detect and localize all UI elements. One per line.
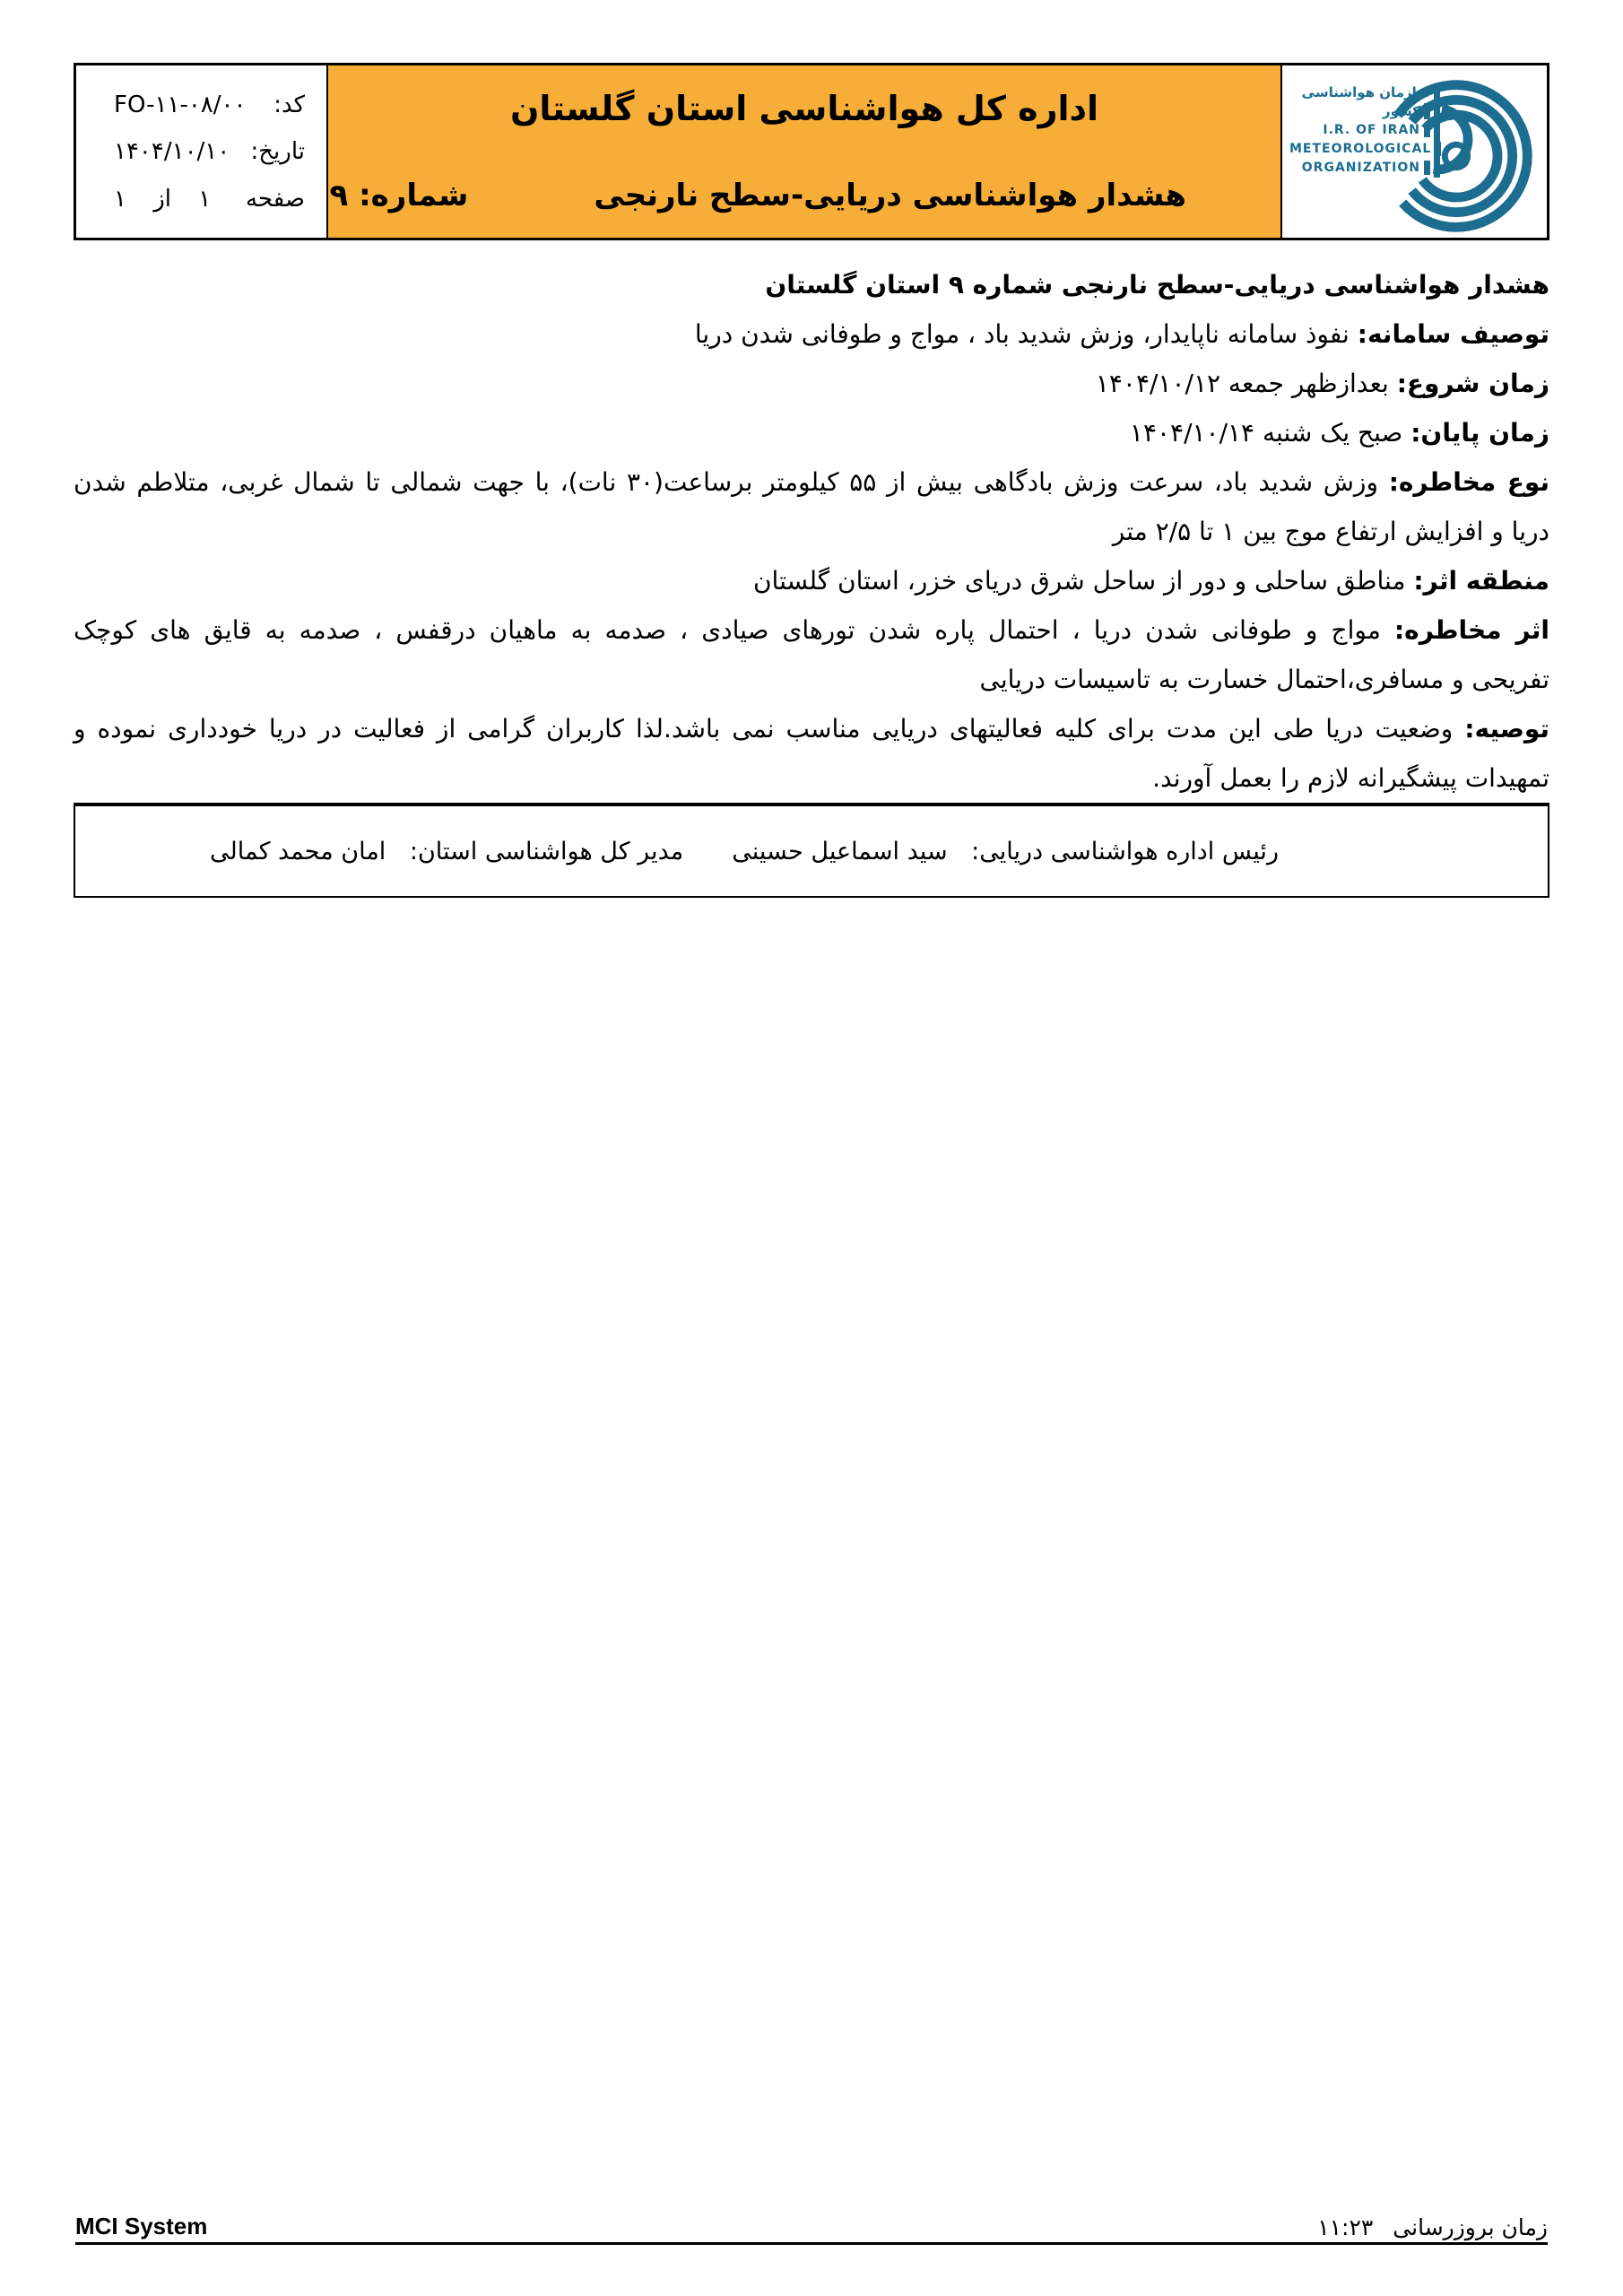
hazard-effect-label: اثر مخاطره: (1393, 615, 1550, 645)
director-general-label: مدیر کل هواشناسی استان: (409, 837, 684, 865)
hazard-type-label: نوع مخاطره: (1388, 467, 1549, 497)
marine-office-head-label: رئیس اداره هواشناسی دریایی: (971, 837, 1279, 865)
start-time-label: زمان شروع: (1396, 369, 1549, 398)
meta-page-row (76, 186, 326, 213)
director-general-name: امان محمد کمالی (210, 837, 386, 865)
recommendation-label: توصیه: (1464, 714, 1549, 744)
director-general-signature (210, 838, 683, 865)
date-value: ۱۴۰۴/۱۰/۱۰ (114, 138, 230, 165)
warning-body (74, 260, 1549, 803)
logo-org-name-en3: ORGANIZATION (1302, 161, 1430, 175)
logo-text-block (1289, 83, 1440, 178)
warning-title: هشدار هواشناسی دریایی-سطح نارنجی (594, 178, 1186, 213)
update-time-value: ۱۱:۲۳ (1317, 2214, 1374, 2240)
page-label: صفحه (246, 185, 305, 213)
logo-org-name-en1: I.R. OF IRAN (1323, 123, 1430, 137)
code-value: FO-۱۱-۰۸/۰۰ (114, 91, 247, 118)
banner-cell (328, 65, 1282, 238)
footer-system-name: MCI System (75, 2213, 208, 2239)
meta-date-row (76, 138, 326, 165)
org-title: اداره کل هواشناسی استان گلستان (509, 89, 1099, 128)
hazard-effect-line-2: تفریحی و مسافری،احتمال خسارت به تاسیسات دریایی (979, 665, 1549, 694)
page-value: ۱ از ۱ (114, 185, 212, 213)
logo-cell (1282, 65, 1547, 238)
meta-code-row (76, 91, 326, 118)
signature-box (74, 803, 1549, 898)
system-description-line: توصیف سامانه: نفوذ سامانه ناپایدار، وزش شدید باد ، مواج و طوفانی شدن دریا (694, 319, 1549, 349)
affected-area-line: منطقه اثر: مناطق ساحلی و دور از ساحل شرق دریای خزر، استان گلستان (752, 566, 1549, 596)
end-time-line: زمان پایان: صبح یک شنبه ۱۴۰۴/۱۰/۱۴ (1129, 418, 1549, 448)
logo-org-name-en2: METEOROLOGICAL (1289, 142, 1441, 156)
start-time-line: زمان شروع: بعدازظهر جمعه ۱۴۰۴/۱۰/۱۲ (1095, 369, 1549, 398)
footer-update-time (1317, 2214, 1548, 2240)
marine-office-head-signature (732, 838, 1279, 865)
footer (75, 2208, 1548, 2240)
hazard-effect-line-1: اثر مخاطره: مواج و طوفانی شدن دریا ، احتمال پاره شدن تورهای صیادی ، صدمه به ماهیان درقفس ، صدمه به قایق های کوچک (74, 615, 1550, 645)
banner-subtitle-row (328, 175, 1280, 216)
affected-area-label: منطقه اثر: (1413, 566, 1549, 596)
date-label: تاریخ: (250, 138, 305, 165)
warning-body-title: هشدار هواشناسی دریایی-سطح نارنجی شماره ۹ استان گلستان (765, 270, 1549, 300)
logo-org-name-fa: سازمان هواشناسی کشور (1301, 84, 1430, 119)
code-label: کد: (273, 91, 305, 118)
update-time-label: زمان بروزرسانی (1393, 2214, 1548, 2240)
system-description-label: توصیف سامانه: (1357, 319, 1549, 349)
marine-office-head-name: سید اسماعیل حسینی (732, 837, 948, 865)
hazard-type-line-1: نوع مخاطره: وزش شدید باد، سرعت وزش بادگاهی بیش از ۵۵ کیلومتر برساعت(۳۰ نات)، با جهت شمالی تا شمال غربی، متلاطم شدن (74, 467, 1549, 497)
header-meta-cell (76, 65, 328, 238)
recommendation-line-1: توصیه: وضعیت دریا طی این مدت برای کلیه فعالیتهای دریایی مناسب نمی باشد.لذا کاربران گرامی از فعالیت در دریا خودداری نموده و (74, 714, 1549, 744)
end-time-label: زمان پایان: (1410, 418, 1549, 448)
recommendation-line-2: تمهیدات پیشگیرانه لازم را بعمل آورند. (1152, 763, 1549, 793)
header-table (74, 63, 1549, 240)
footer-divider (75, 2242, 1548, 2245)
warning-number: شماره: ۹ (329, 178, 469, 213)
hazard-type-line-2: دریا و افزایش ارتفاع موج بین ۱ تا ۲/۵ متر (1112, 517, 1549, 546)
